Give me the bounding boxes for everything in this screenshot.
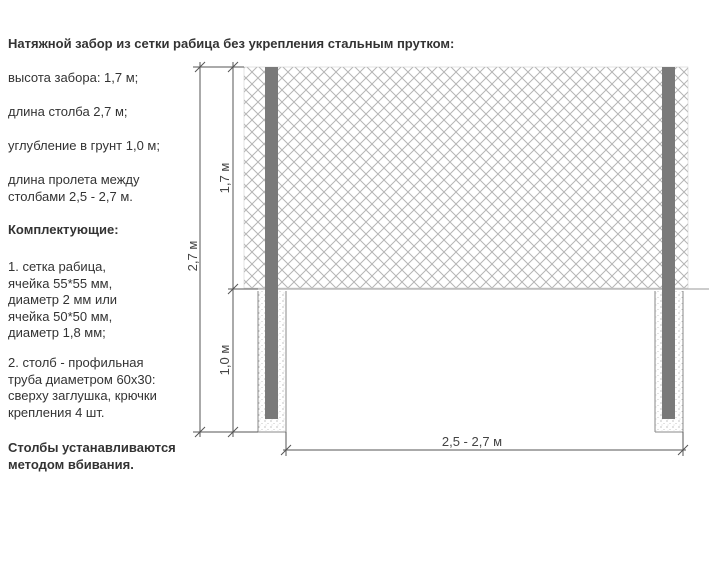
component-item-post: 2. столб - профильная труба диаметром 60х30: сверху заглушка, крючки крепления 4 шт. xyxy=(8,355,157,420)
left-post xyxy=(265,67,278,419)
spec-ground-depth: углубление в грунт 1,0 м; xyxy=(8,138,160,153)
spec-fence-height: высота забора: 1,7 м; xyxy=(8,70,139,85)
components-heading: Комплектующие: xyxy=(8,222,119,237)
dimension-post-total-label: 2,7 м xyxy=(185,240,200,272)
right-post xyxy=(662,67,675,419)
chain-link-mesh xyxy=(244,67,688,288)
dimension-fence-height-label: 1,7 м xyxy=(217,162,232,194)
dimension-depth-label: 1,0 м xyxy=(217,344,232,376)
spec-post-length: длина столба 2,7 м; xyxy=(8,104,128,119)
installation-note: Столбы устанавливаются методом вбивания. xyxy=(8,440,176,472)
page-title: Натяжной забор из сетки рабица без укрепления стальным прутком: xyxy=(8,36,455,51)
spec-span-length: длина пролета между столбами 2,5 - 2,7 м. xyxy=(8,172,140,204)
component-item-mesh: 1. сетка рабица, ячейка 55*55 мм, диаметр 2 мм или ячейка 50*50 мм, диаметр 1,8 мм; xyxy=(8,259,118,340)
dimension-span-label: 2,5 - 2,7 м xyxy=(441,434,503,449)
